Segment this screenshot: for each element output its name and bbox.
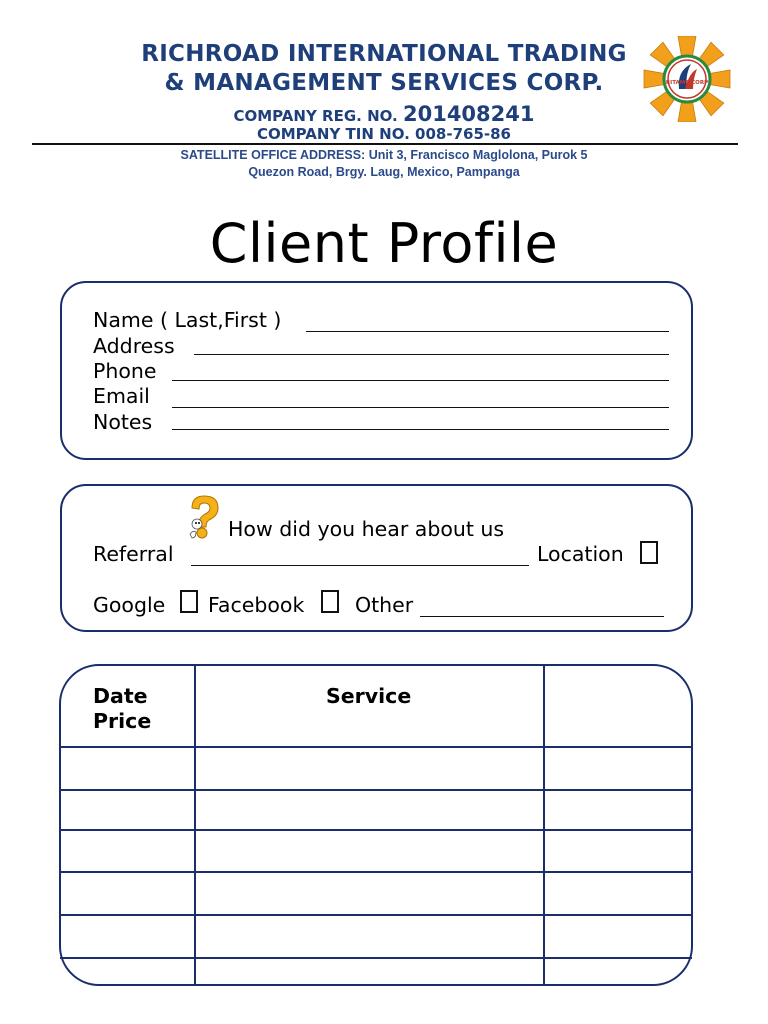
table-row-divider: [60, 829, 692, 831]
svg-text:RITAMS CORP: RITAMS CORP: [665, 80, 709, 86]
date-column-header: Date: [93, 684, 148, 708]
google-checkbox[interactable]: [180, 590, 198, 613]
referral-label: Referral: [93, 542, 174, 566]
other-field[interactable]: [420, 616, 664, 617]
referral-field[interactable]: [191, 565, 529, 566]
price-column-header: Price: [93, 709, 152, 733]
facebook-label: Facebook: [208, 593, 305, 617]
other-label: Other: [355, 593, 414, 617]
page-title: Client Profile: [209, 212, 559, 275]
email-field[interactable]: [172, 407, 669, 408]
service-table: [59, 664, 693, 986]
location-checkbox[interactable]: [640, 541, 658, 564]
location-label: Location: [537, 542, 624, 566]
phone-label: Phone: [93, 359, 157, 383]
table-row-divider: [60, 914, 692, 916]
table-row-divider: [60, 746, 692, 748]
header-divider: [32, 143, 738, 145]
address-field[interactable]: [194, 354, 669, 355]
email-label: Email: [93, 384, 150, 408]
reg-label: COMPANY REG. NO.: [233, 107, 403, 125]
company-logo-icon: [634, 36, 740, 122]
table-row-divider: [60, 871, 692, 873]
notes-label: Notes: [93, 410, 153, 434]
office-address-line-2: Quezon Road, Brgy. Laug, Mexico, Pampanga: [248, 165, 520, 179]
company-name-line-2: & MANAGEMENT SERVICES CORP.: [164, 70, 604, 96]
name-label: Name ( Last,First ): [93, 308, 282, 332]
company-tin-number: COMPANY TIN NO. 008-765-86: [257, 125, 511, 143]
notes-field[interactable]: [172, 429, 669, 430]
table-column-divider: [194, 664, 196, 986]
service-column-header: Service: [326, 684, 412, 708]
phone-field[interactable]: [172, 380, 669, 381]
name-field[interactable]: [306, 331, 669, 332]
office-address-line-1: SATELLITE OFFICE ADDRESS: Unit 3, Francisco Maglolona, Purok 5: [180, 148, 588, 162]
table-column-divider: [543, 664, 545, 986]
table-row-divider: [60, 789, 692, 791]
google-label: Google: [93, 593, 166, 617]
referral-question: How did you hear about us: [228, 517, 505, 541]
company-name-line-1: RICHROAD INTERNATIONAL TRADING: [141, 41, 627, 67]
address-label: Address: [93, 334, 175, 358]
reg-number: 201408241: [402, 102, 535, 126]
table-row-divider: [60, 957, 692, 959]
facebook-checkbox[interactable]: [321, 590, 339, 613]
question-mark-icon: [184, 494, 224, 540]
